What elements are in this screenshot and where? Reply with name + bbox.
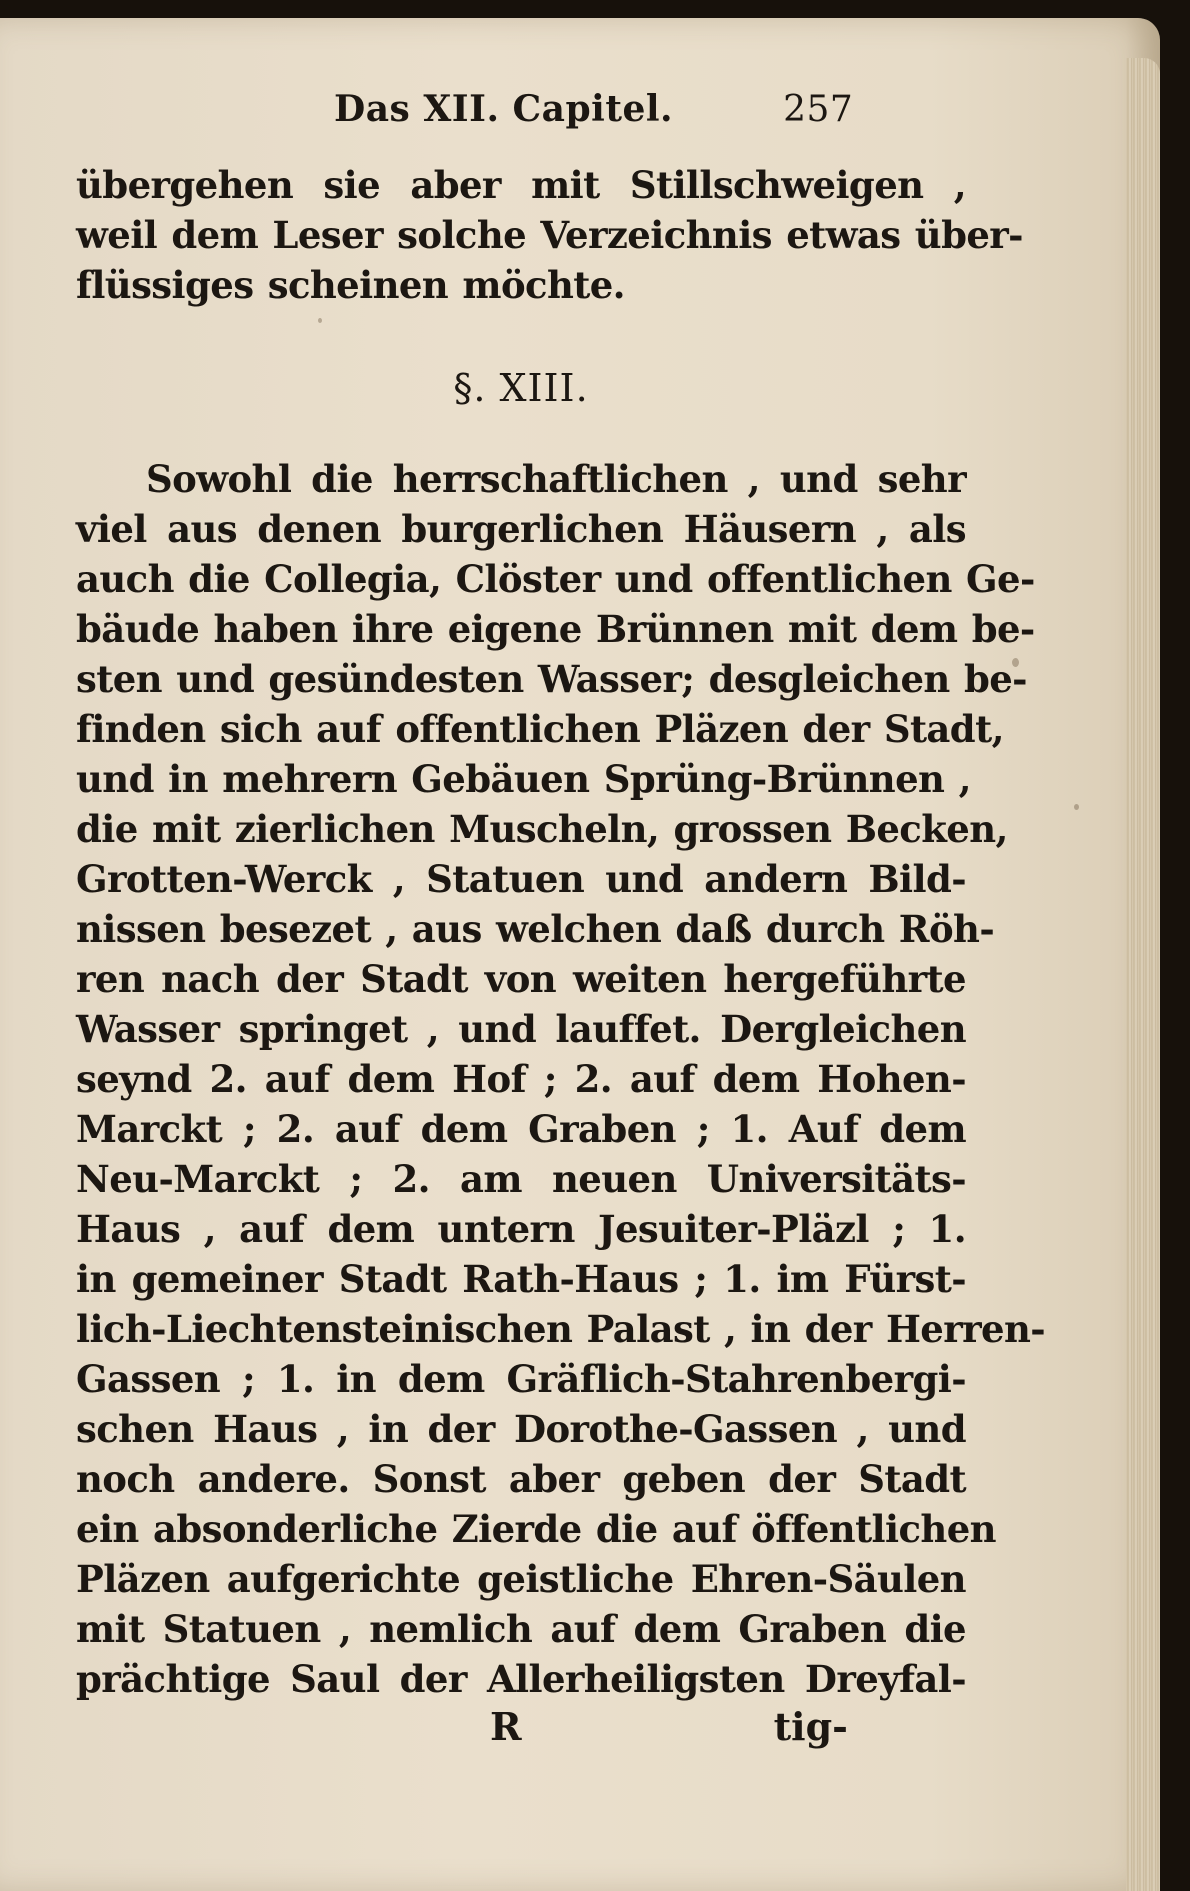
text-line: mit Statuen , nemlich auf dem Graben die xyxy=(76,1607,966,1651)
text-line: Grotten-Werck , Statuen und andern Bild- xyxy=(76,857,966,901)
text-line: weil dem Leser solche Verzeichnis etwas über- xyxy=(76,213,1023,257)
text-line: lich-Liechtensteinischen Palast , in der Herren- xyxy=(76,1307,1046,1351)
section-heading: §. XIII. xyxy=(453,366,589,410)
text-line: Neu-Marckt ; 2. am neuen Universitäts- xyxy=(76,1157,966,1201)
running-header xyxy=(76,88,966,160)
book-page xyxy=(0,18,1160,1891)
text-line: Pläzen aufgerichte geistliche Ehren-Säulen xyxy=(76,1557,966,1601)
text-line: prächtige Saul der Allerheiligsten Dreyfal- xyxy=(76,1657,966,1701)
text-line: in gemeiner Stadt Rath-Haus ; 1. im Fürst- xyxy=(76,1257,966,1301)
text-line: Wasser springet , und lauffet. Dergleichen xyxy=(76,1007,966,1051)
text-line: auch die Collegia, Clöster und offentlichen Ge- xyxy=(76,557,1035,601)
text-line: flüssiges scheinen möchte. xyxy=(76,263,625,307)
text-line: seynd 2. auf dem Hof ; 2. auf dem Hohen- xyxy=(76,1057,966,1101)
foxing-spot xyxy=(1074,804,1079,810)
text-line: Sowohl die herrschaftlichen , und sehr xyxy=(146,457,966,501)
text-line: schen Haus , in der Dorothe-Gassen , und xyxy=(76,1407,966,1451)
text-line: finden sich auf offentlichen Pläzen der Stadt, xyxy=(76,707,1004,751)
text-line: ren nach der Stadt von weiten hergeführte xyxy=(76,957,966,1001)
signature-mark: R xyxy=(490,1704,522,1749)
text-line: Haus , auf dem untern Jesuiter-Pläzl ; 1. xyxy=(76,1207,966,1251)
text-line: die mit zierlichen Muscheln, grossen Becken, xyxy=(76,807,1008,851)
text-block xyxy=(76,88,1046,1764)
text-line: viel aus denen burgerlichen Häusern , als xyxy=(76,507,966,551)
text-line: und in mehrern Gebäuen Sprüng-Brünnen , xyxy=(76,757,971,801)
page-number: 257 xyxy=(783,89,854,130)
text-line: nissen besezet , aus welchen daß durch Röh- xyxy=(76,907,995,951)
page-footer xyxy=(76,1704,966,1764)
paragraph xyxy=(76,454,1046,1704)
text-line: ein absonderliche Zierde die auf öffentlichen xyxy=(76,1507,996,1551)
running-title: Das XII. Capitel. xyxy=(334,88,674,130)
continuation-text xyxy=(76,160,1023,310)
text-line: sten und gesündesten Wasser; desgleichen be- xyxy=(76,657,1027,701)
page-edges xyxy=(1126,58,1160,1891)
text-line: bäude haben ihre eigene Brünnen mit dem be- xyxy=(76,607,1035,651)
text-line: Gassen ; 1. in dem Gräflich-Stahrenbergi- xyxy=(76,1357,966,1401)
catchword: tig- xyxy=(773,1704,848,1749)
text-line: noch andere. Sonst aber geben der Stadt xyxy=(76,1457,966,1501)
text-line: übergehen sie aber mit Stillschweigen , xyxy=(76,163,966,207)
text-line: Marckt ; 2. auf dem Graben ; 1. Auf dem xyxy=(76,1107,966,1151)
